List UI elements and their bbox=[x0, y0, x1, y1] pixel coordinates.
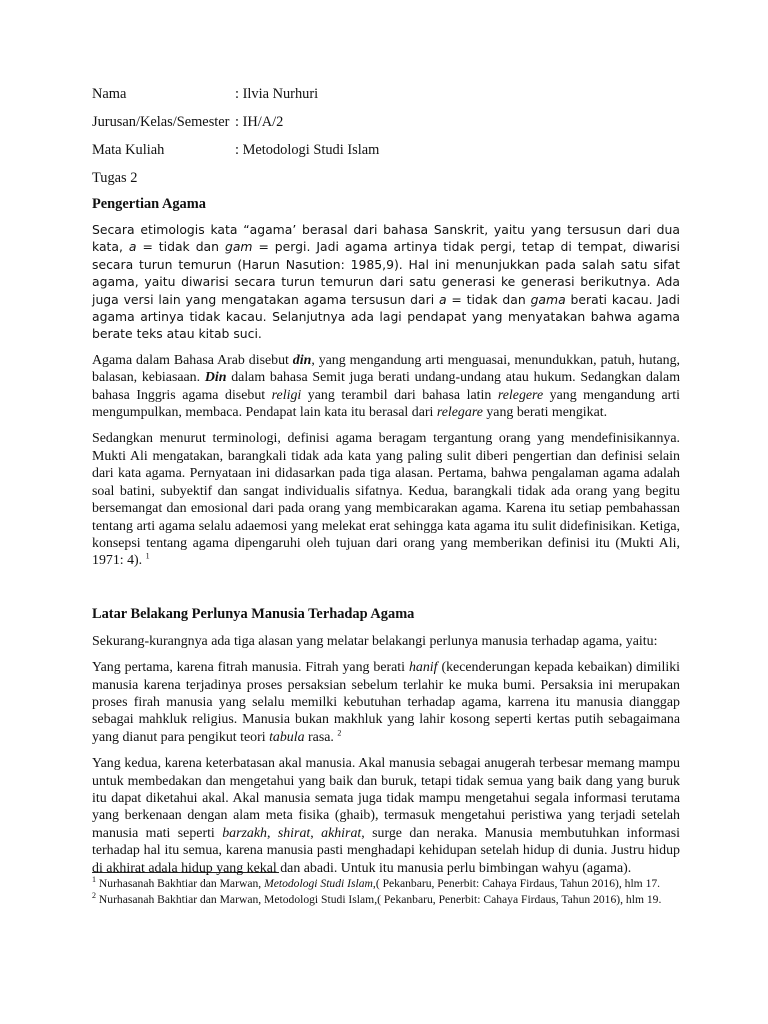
text-run: yang berati mengikat. bbox=[482, 405, 608, 421]
jurusan-label: Jurusan/Kelas/Semester bbox=[92, 114, 230, 130]
footnote-number: 2 bbox=[92, 891, 96, 901]
footnote-ref-2[interactable]: 2 bbox=[337, 728, 342, 738]
text-run: Sedangkan menurut terminologi, definisi agama beragam tergantung orang yang mendefinisikannya. Mukti Ali mengatakan, barangkali tidak ada kata yang paling sulit diberi pengertian dan definisi selain dari kata agama. Pernyataan ini didasarkan pada tiga alasan. Pertama, bahwa pengalaman agama adalah soal batini, subyektif dan sangat individualis sifatnya. Kedua, barangkali tidak ada orang yang begitu bersemangat dan emosional dari pada orang yang membicarakan agama. Karena itu setiap pembahassan tentang arti agama selalu adaemosi yang melekat erat sehingga kata agama itu sulit didefinisikan. Ketiga, konsepsi tentang agama dipengaruhi oleh tujuan dari orang yang memberikan definisi itu (Mukti Ali, 1971: 4). bbox=[92, 431, 680, 569]
text-run: yang mengandung arti mengumpulkan, membaca. Pendapat lain kata itu berasal dari bbox=[92, 387, 680, 421]
footnote-separator bbox=[92, 872, 279, 873]
footnote-2 bbox=[92, 893, 680, 907]
tugas-label: Tugas 2 bbox=[92, 170, 138, 186]
italic-term: akhirat bbox=[321, 825, 362, 841]
bold-italic-term: Din bbox=[204, 370, 227, 386]
nama-label: Nama bbox=[92, 86, 127, 102]
paragraph-intro: Sekurang-kurangnya ada tiga alasan yang melatar belakangi perlunya manusia terhadap agama, yaitu: bbox=[92, 633, 658, 649]
text-run: Nurhasanah Bakhtiar dan Marwan, Metodologi Studi Islam,( Pekanbaru, Penerbit: Cahaya Firdaus, Tahun 2016), hlm 19. bbox=[96, 893, 662, 907]
footnotes bbox=[92, 877, 680, 909]
italic-term: hanif bbox=[408, 660, 438, 676]
section-title-pengertian: Pengertian Agama bbox=[92, 196, 206, 212]
text-run: (kecenderungan kepada kebaikan) dimiliki manusia karena terjadinya proses persaksian sebelum terlahir ke muka bumi. Persaksia ini merupakan proses firah manusia yang selalu memilki kebutuhan terhadap agama, karrena itu manusia dianggap sebagai mahkluk religius. Manusia bukan makhluk yang lahir kosong seperti kertas putih sebagaimana yang dianut para pengikut teori bbox=[92, 660, 681, 745]
paragraph-akal bbox=[92, 755, 680, 877]
info-row-matkul bbox=[92, 142, 680, 159]
italic-book-title: Metodologi Studi Islam bbox=[264, 877, 373, 890]
text-run: berati kacau. Jadi agama artinya tidak kacau. Selanjutnya ada lagi pendapat yang menyatakan bahwa agama berate teks atau kitab suci. bbox=[92, 291, 680, 342]
italic-term: relegare bbox=[436, 405, 483, 421]
text-run: yang terambil dari bahasa latin bbox=[301, 387, 498, 403]
text-run: Agama dalam Bahasa Arab disebut bbox=[92, 352, 293, 368]
italic-term: religi bbox=[271, 387, 302, 403]
text-run: , yang mengandung arti menguasai, menundukkan, patuh, hutang, balasan, kebiasaan. bbox=[92, 352, 681, 386]
text-run: , bbox=[266, 825, 278, 841]
jurusan-value: : IH/A/2 bbox=[235, 114, 284, 130]
italic-term: barzakh bbox=[222, 825, 267, 841]
italic-term: a bbox=[438, 291, 447, 307]
italic-term: relegere bbox=[497, 387, 544, 403]
text-run: rasa. bbox=[304, 729, 338, 745]
text-run: , bbox=[310, 825, 322, 841]
text-run: ,( Pekanbaru, Penerbit: Cahaya Firdaus, Tahun 2016), hlm 17. bbox=[372, 877, 661, 890]
nama-value: : Ilvia Nurhuri bbox=[235, 86, 319, 102]
italic-term: tabula bbox=[269, 729, 305, 745]
document-body bbox=[92, 86, 680, 886]
text-run: Yang kedua, karena keterbatasan akal manusia. Akal manusia sebagai anugerah terbesar memang mampu untuk membedakan dan mengetahui yang baik dan buruk, tetapi tidak semua yang baik dang yang buruk itu dapat diketahui akal. Akal manusia semata juga tidak mampu mengetahui segala informasi terutama yang berkenaan dengan alam meta fisika (ghaib), termasuk mengetahui peristiwa yang terjadi setelah manusia mati seperti bbox=[92, 756, 680, 841]
info-row-nama bbox=[92, 86, 680, 103]
paragraph-terminologi bbox=[92, 430, 680, 569]
info-row-jurusan bbox=[92, 114, 680, 131]
text-run: = pergi. Jadi agama artinya tidak pergi, tetap di tempat, diwarisi secara turun temurun (Harun Nasution: 1985,9). Hal ini menunjukkan pada salah satu sifat agama, yaitu diwarisi secara turun temurun dari satu generasi ke generasi berikutnya. Ada juga versi lain yang mengatakan agama tersusun dari bbox=[92, 239, 680, 307]
text-run: = tidak dan bbox=[136, 239, 225, 255]
paragraph-fitrah bbox=[92, 659, 680, 746]
paragraph-etimologis bbox=[92, 221, 680, 343]
italic-term: a bbox=[128, 239, 137, 255]
italic-term: shirat bbox=[277, 825, 311, 841]
italic-term: gama bbox=[530, 291, 566, 307]
footnote-ref-1[interactable]: 1 bbox=[145, 551, 150, 561]
footnote-number: 1 bbox=[92, 875, 96, 885]
bold-italic-term: din bbox=[292, 352, 312, 368]
section-title-latar-belakang: Latar Belakang Perlunya Manusia Terhadap Agama bbox=[92, 605, 415, 622]
text-run: Nurhasanah Bakhtiar dan Marwan, bbox=[96, 877, 265, 890]
text-run: , surge dan neraka. Manusia membutuhkan informasi terhadap hal itu semua, karena manusia pasti menghadapi kehidupan setelah hidup di dunia. Justru hidup di akhirat adala hidup yang kekal dan abadi. Untuk itu manusia perlu bimbingan wahyu (agama). bbox=[92, 825, 681, 876]
text-run: Secara etimologis kata “agama’ berasal dari bahasa Sanskrit, yaitu yang tersusun dari dua kata, bbox=[92, 222, 680, 255]
text-run: = tidak dan bbox=[446, 291, 531, 307]
text-run: Yang pertama, karena fitrah manusia. Fitrah yang berati bbox=[92, 660, 409, 676]
matkul-value: : Metodologi Studi Islam bbox=[235, 142, 380, 158]
matkul-label: Mata Kuliah bbox=[92, 142, 165, 158]
italic-term: gam bbox=[224, 239, 253, 255]
footnote-1 bbox=[92, 877, 680, 891]
paragraph-bahasa-arab bbox=[92, 352, 680, 422]
text-run: dalam bahasa Semit juga berati undang-undang atau hukum. Sedangkan dalam bahasa Inggris agama disebut bbox=[92, 370, 680, 403]
